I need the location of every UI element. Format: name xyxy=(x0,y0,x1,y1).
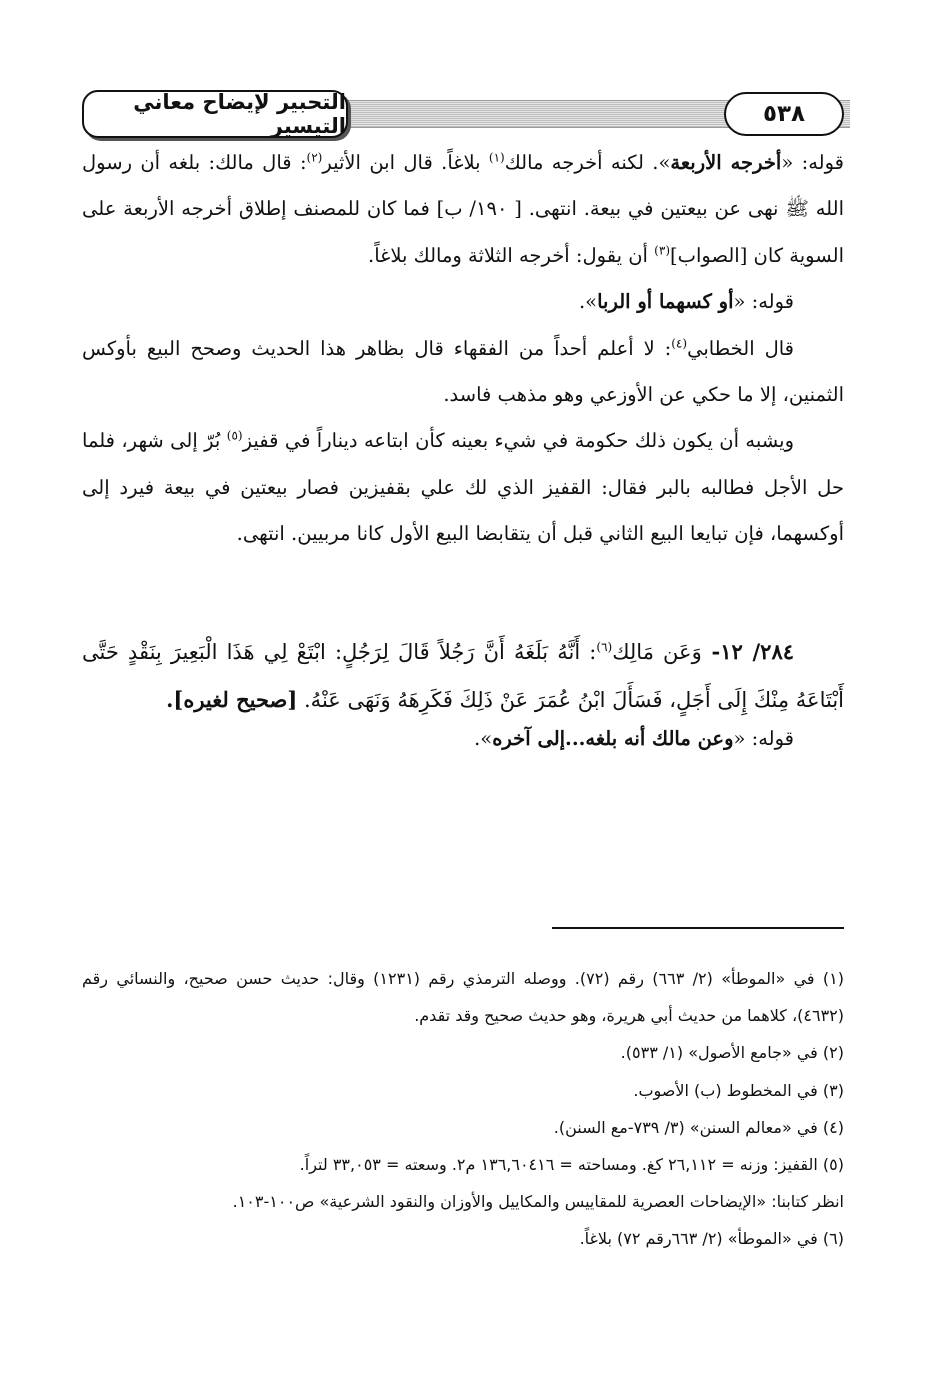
footnote-ref: (٥) xyxy=(226,428,243,443)
footnote-ref: (٢) xyxy=(306,150,323,165)
hadith-number: ٢٨٤/ ١٢- xyxy=(701,639,795,664)
running-title-text: التحبير لإيضاح معاني التيسير xyxy=(133,90,346,138)
footnote-ref: (٦) xyxy=(596,640,613,654)
footnote-5-ref: انظر كتابنا: «الإيضاحات العصرية للمقاييس والمكاييل والأوزان والنقود الشرعية» ص١٠٠-١٠٣. xyxy=(232,1192,844,1212)
page-number xyxy=(724,92,844,136)
footnote-ref: (٣) xyxy=(654,243,670,258)
footnote-1: (١) في «الموطأ» (٢/ ٦٦٣) رقم (٧٢). ووصله الترمذي رقم (١٢٣١) وقال: حديث حسن صحيح، والنسائي رقم (٤٦٣٢)، كلاهما من حديث أبي هريرة، وهو حديث صحيح وقد تقدم. xyxy=(82,969,844,1026)
footnote-separator xyxy=(552,927,844,929)
footnote-ref: (٤) xyxy=(671,336,688,351)
footnote-2: (٢) في «جامع الأصول» (١/ ٥٣٣). xyxy=(620,1043,844,1063)
footnote-5: (٥) القفيز: وزنه = ٢٦,١١٢ كغ. ومساحته = ١٣٦,٦٠٤١٦ م٢. وسعته = ٣٣,٠٥٣ لتراً. xyxy=(299,1155,844,1175)
page-number-text: ٥٣٨ xyxy=(762,101,806,127)
paragraph-closing: قوله: «وعن مالك أنه بلغه...إلى آخره». xyxy=(474,727,794,750)
bold-quote: أخرجه الأربعة xyxy=(670,151,782,174)
running-title xyxy=(82,90,348,138)
hadith-text: ٢٨٤/ ١٢- وَعَن مَالِك$^{(٦)}$: أَنَّهُ بَلَغَهُ أَنَّ رَجُلاً قَالَ لِرَجُلٍ: ابْتَعْ لِي هَذَا الْبَعِيرَ بِنَقْدٍ حَتَّى أَبْتَاعَهُ مِنْكَ إِلَى أَجَلٍ، فَسَأَلَ ابْنُ عُمَرَ عَنْ ذَلِكَ فَكَرِهَهُ وَنَهَى عَنْهُ. [صحيح لغيره]. xyxy=(82,639,844,712)
bold-quote: وعن مالك أنه بلغه...إلى آخره xyxy=(492,727,734,750)
paragraph-4: ويشبه أن يكون ذلك حكومة في شيء بعينه كأن ابتاعه ديناراً في قفيز$^{(٥)}$ بُرّ إلى شهر، فلما حل الأجل فطالبه بالبر فقال: القفيز الذي لك علي بقفيزين فصار بيعتين في بيعة فيرد إلى أوكسهما، فإن تبايعا البيع الثاني قبل أن يتقابضا البيع الأول كانا مربيين. انتهى. xyxy=(82,428,844,546)
hadith-block xyxy=(82,628,844,724)
closing-line xyxy=(82,716,844,762)
footnote-4: (٤) في «معالم السنن» (٣/ ٧٣٩-مع السنن). xyxy=(553,1117,844,1137)
hadith-grade: [صحيح لغيره]. xyxy=(166,687,298,712)
main-text xyxy=(82,140,844,558)
footnote-3: (٣) في المخطوط (ب) الأصوب. xyxy=(633,1080,844,1100)
footnotes xyxy=(82,960,844,1258)
bold-quote: أو كسهما أو الربا xyxy=(597,290,734,314)
paragraph-2: قوله: «أو كسهما أو الربا». xyxy=(578,290,794,314)
footnote-ref: (١) xyxy=(488,150,505,165)
paragraph-1: قوله: «أخرجه الأربعة». لكنه أخرجه مالك$^{(١)}$ بلاغاً. قال ابن الأثير$^{(٢)}$: قال مالك: بلغه أن رسول الله ﷺ نهى عن بيعتين في بيعة. انتهى. [ ١٩٠/ ب] فما كان للمصنف إطلاق أخرجه الأربعة على السوية كان [الصواب]$^{(٣)}$ أن يقول: أخرجه الثلاثة ومالك بلاغاً. xyxy=(82,150,844,267)
footnote-6: (٦) في «الموطأ» (٢/ ٦٦٣رقم ٧٢) بلاغاً. xyxy=(579,1229,844,1249)
paragraph-3: قال الخطابي$^{(٤)}$: لا أعلم أحداً من الفقهاء قال بظاهر هذا الحديث وصحح البيع بأوكس الثمنين، إلا ما حكي عن الأوزعي وهو مذهب فاسد. xyxy=(82,336,844,407)
